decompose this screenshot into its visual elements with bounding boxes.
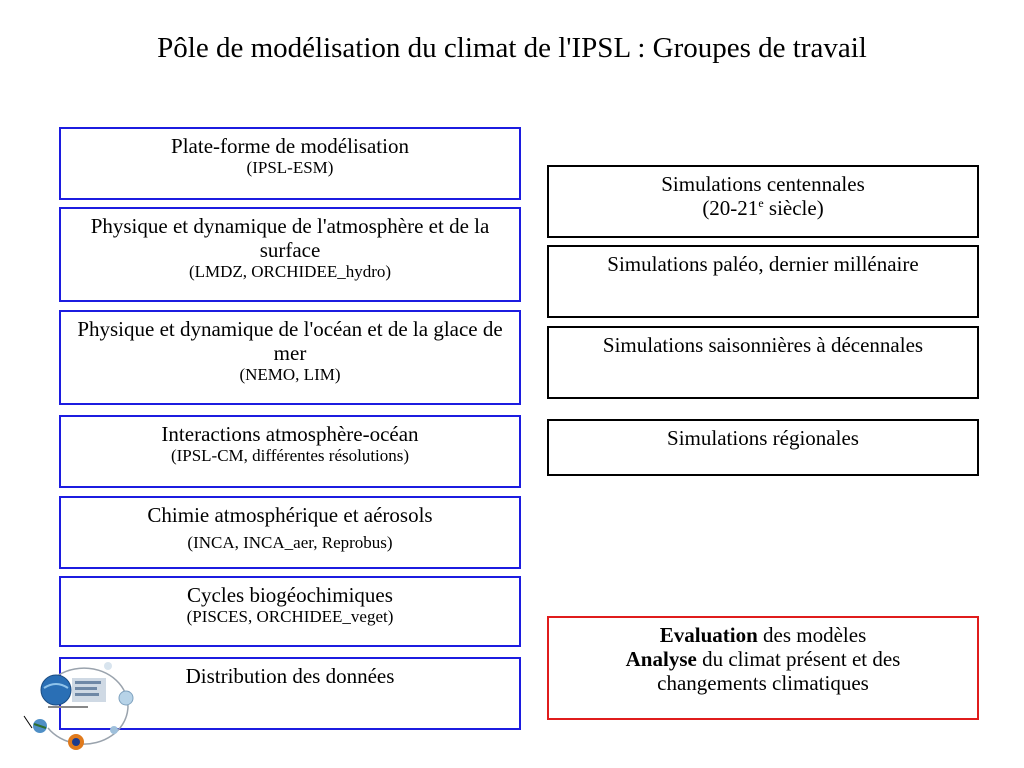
evaluation-analysis	[547, 616, 979, 720]
sim-centennial-century: (20-21e siècle)	[702, 196, 824, 220]
ipsl-logo-icon	[22, 658, 142, 754]
sim-paleo	[547, 245, 979, 318]
sim-seasonal-decadal-title: Simulations saisonnières à décennales	[602, 333, 924, 357]
group-platform-title: Plate-forme de modélisation	[171, 134, 409, 158]
sim-regional	[547, 419, 979, 476]
page-title: Pôle de modélisation du climat de l'IPSL : Groupes de travail	[157, 32, 867, 64]
group-chemistry-title: Chimie atmosphérique et aérosols	[147, 503, 433, 527]
group-chemistry	[59, 496, 521, 569]
group-data-distribution-title: Distribution des données	[185, 664, 395, 688]
sim-centennial	[547, 165, 979, 238]
group-platform-models: (IPSL-ESM)	[246, 158, 334, 177]
sim-centennial-title: Simulations centennales	[661, 172, 865, 196]
sim-seasonal-decadal	[547, 326, 979, 399]
group-atmosphere	[59, 207, 521, 302]
analysis-line: Analyse du climat présent et des changements climatiques	[625, 647, 901, 695]
group-ocean-title: Physique et dynamique de l'océan et de la glace de mer	[77, 317, 503, 365]
group-biogeochemistry	[59, 576, 521, 647]
group-platform	[59, 127, 521, 200]
group-biogeochemistry-title: Cycles biogéochimiques	[187, 583, 393, 607]
group-biogeochemistry-models: (PISCES, ORCHIDEE_veget)	[186, 607, 394, 626]
group-ocean	[59, 310, 521, 405]
group-chemistry-models: (INCA, INCA_aer, Reprobus)	[187, 533, 393, 552]
group-atmosphere-models: (LMDZ, ORCHIDEE_hydro)	[188, 262, 392, 281]
group-interactions-models: (IPSL-CM, différentes résolutions)	[170, 446, 410, 465]
group-ocean-models: (NEMO, LIM)	[239, 365, 341, 384]
evaluation-line: Evaluation des modèles	[659, 623, 867, 647]
sim-paleo-title: Simulations paléo, dernier millénaire	[607, 252, 919, 276]
sim-regional-title: Simulations régionales	[667, 426, 859, 450]
group-atmosphere-title: Physique et dynamique de l'atmosphère et de la surface	[90, 214, 490, 262]
group-interactions-title: Interactions atmosphère-océan	[161, 422, 419, 446]
group-interactions	[59, 415, 521, 488]
